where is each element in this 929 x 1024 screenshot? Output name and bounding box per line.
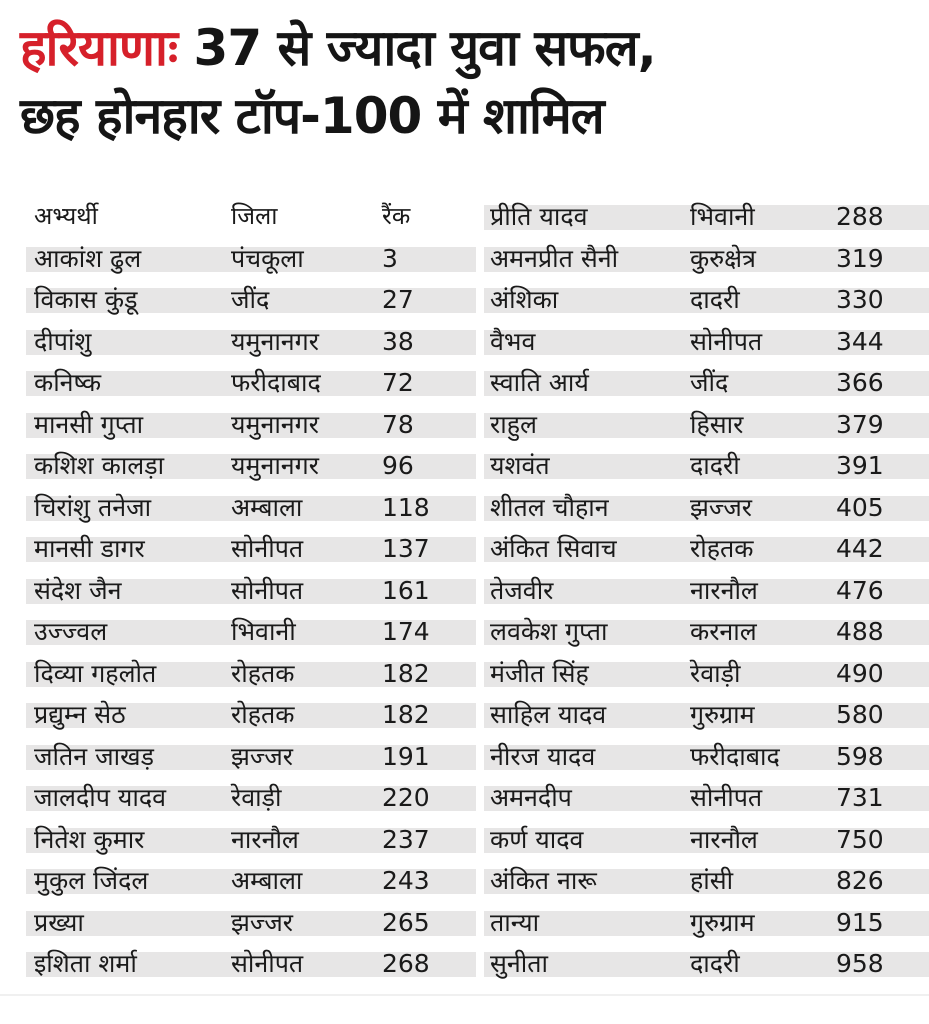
rank-value: 38 — [382, 326, 414, 356]
table-row — [26, 528, 476, 570]
district-name: फरीदाबाद — [690, 741, 780, 771]
headline-line-1-rest: 37 से ज्यादा युवा सफल, — [193, 19, 656, 77]
district-name: अम्बाला — [231, 866, 303, 895]
table-row — [484, 943, 929, 985]
table-row — [26, 611, 476, 653]
table-row — [484, 196, 929, 238]
candidate-name: प्रीति यादव — [490, 202, 588, 231]
district-name: करनाल — [690, 617, 757, 646]
rank-value: 27 — [382, 285, 414, 314]
candidate-name: संदेश जैन — [34, 575, 122, 605]
district-name: नारनौल — [690, 824, 758, 854]
district-name: झज्जर — [231, 741, 293, 771]
table-row — [26, 279, 476, 321]
candidate-name: अंकित सिवाच — [490, 534, 617, 563]
district-name: सोनीपत — [690, 326, 763, 356]
table-row — [26, 819, 476, 861]
table-row — [484, 902, 929, 944]
rank-value: 958 — [836, 949, 884, 978]
rank-value: 268 — [382, 949, 430, 978]
candidate-name: मानसी डागर — [34, 534, 145, 563]
table-row — [26, 653, 476, 695]
candidate-name: जतिन जाखड़ — [34, 741, 154, 771]
table-row — [484, 528, 929, 570]
rank-value: 265 — [382, 907, 430, 937]
candidate-name: कनिष्क — [34, 368, 102, 397]
candidate-name: लवकेश गुप्ता — [490, 617, 608, 646]
table-row — [484, 819, 929, 861]
rank-value: 915 — [836, 907, 884, 937]
rank-value: 118 — [382, 492, 430, 522]
header-candidate: अभ्यर्थी — [34, 202, 98, 230]
table-row — [484, 445, 929, 487]
headline-line-1 — [20, 14, 920, 82]
rank-value: 319 — [836, 243, 884, 273]
table-row — [26, 362, 476, 404]
candidate-name: कशिश कालड़ा — [34, 451, 165, 480]
table-row — [484, 238, 929, 280]
district-name: रेवाड़ी — [690, 658, 741, 688]
rank-value: 96 — [382, 451, 414, 480]
rank-value: 220 — [382, 783, 430, 812]
district-name: गुरुग्राम — [690, 700, 755, 729]
candidate-name: सुनीता — [490, 949, 548, 978]
table-row — [484, 570, 929, 612]
candidate-name: अमनप्रीत सैनी — [490, 243, 619, 273]
rank-value: 243 — [382, 866, 430, 895]
district-name: दादरी — [690, 451, 740, 480]
district-name: सोनीपत — [231, 575, 304, 605]
table-row — [26, 570, 476, 612]
candidate-name: दिव्या गहलोत — [34, 658, 157, 688]
rank-value: 750 — [836, 824, 884, 854]
rank-value: 237 — [382, 824, 430, 854]
candidate-name: चिरांशु तनेजा — [34, 492, 152, 522]
table-row — [26, 777, 476, 819]
district-name: यमुनानगर — [231, 409, 319, 439]
district-name: यमुनानगर — [231, 326, 319, 356]
district-name: रोहतक — [231, 700, 295, 729]
district-name: हांसी — [690, 866, 734, 895]
candidate-name: वैभव — [490, 326, 536, 356]
district-name: यमुनानगर — [231, 451, 319, 480]
candidate-name: मंजीत सिंह — [490, 658, 589, 688]
candidate-name: विकास कुंडू — [34, 285, 138, 314]
rank-value: 161 — [382, 575, 430, 605]
candidate-name: दीपांशु — [34, 326, 92, 356]
candidate-name: साहिल यादव — [490, 700, 607, 729]
rank-value: 405 — [836, 492, 884, 522]
candidate-name: नितेश कुमार — [34, 824, 145, 854]
candidate-name: आकांश ढुल — [34, 243, 142, 273]
district-name: गुरुग्राम — [690, 907, 755, 937]
rank-value: 78 — [382, 409, 414, 439]
table-row — [484, 362, 929, 404]
table-row — [484, 279, 929, 321]
rank-value: 826 — [836, 866, 884, 895]
district-name: फरीदाबाद — [231, 368, 321, 397]
district-name: झज्जर — [231, 907, 293, 937]
district-name: नारनौल — [690, 575, 758, 605]
headline-state-name: हरियाणा — [20, 19, 178, 77]
bottom-divider — [0, 994, 929, 996]
district-name: कुरुक्षेत्र — [690, 243, 756, 273]
candidate-name: शीतल चौहान — [490, 492, 609, 522]
rank-value: 366 — [836, 368, 884, 397]
table-row — [484, 860, 929, 902]
table-row — [484, 404, 929, 446]
candidate-name: उज्ज्वल — [34, 617, 108, 646]
district-name: हिसार — [690, 409, 744, 439]
rank-value: 379 — [836, 409, 884, 439]
table-row — [484, 653, 929, 695]
table-row — [26, 404, 476, 446]
candidate-name: यशवंत — [490, 451, 550, 480]
table-row — [26, 321, 476, 363]
table-header-row — [26, 196, 476, 238]
rank-value: 3 — [382, 243, 398, 273]
district-name: सोनीपत — [231, 949, 304, 978]
district-name: पंचकूला — [231, 243, 304, 273]
rank-value: 731 — [836, 783, 884, 812]
results-table-right — [484, 196, 929, 985]
results-table-left — [26, 196, 476, 985]
rank-value: 72 — [382, 368, 414, 397]
district-name: अम्बाला — [231, 492, 303, 522]
rank-value: 490 — [836, 658, 884, 688]
table-row — [484, 321, 929, 363]
rank-value: 182 — [382, 700, 430, 729]
table-row — [484, 611, 929, 653]
header-district: जिला — [231, 202, 278, 230]
candidate-name: जालदीप यादव — [34, 783, 167, 812]
district-name: रोहतक — [231, 658, 295, 688]
table-row — [26, 736, 476, 778]
candidate-name: अंशिका — [490, 285, 559, 314]
rank-value: 598 — [836, 741, 884, 771]
rank-value: 330 — [836, 285, 884, 314]
candidate-name: प्रद्युम्न सेठ — [34, 700, 126, 729]
rank-value: 580 — [836, 700, 884, 729]
district-name: रेवाड़ी — [231, 783, 282, 812]
candidate-name: राहुल — [490, 409, 537, 439]
rank-value: 182 — [382, 658, 430, 688]
district-name: भिवानी — [231, 617, 296, 646]
table-row — [484, 777, 929, 819]
rank-value: 488 — [836, 617, 884, 646]
district-name: झज्जर — [690, 492, 752, 522]
table-row — [484, 487, 929, 529]
district-name: दादरी — [690, 949, 740, 978]
district-name: सोनीपत — [690, 783, 763, 812]
candidate-name: तान्या — [490, 907, 540, 937]
headline — [20, 14, 920, 150]
table-row — [26, 694, 476, 736]
candidate-name: मुकुल जिंदल — [34, 866, 149, 895]
district-name: भिवानी — [690, 202, 755, 231]
rank-value: 442 — [836, 534, 884, 563]
headline-line-2: छह होनहार टॉप-100 में शामिल — [20, 87, 604, 145]
rank-value: 137 — [382, 534, 430, 563]
table-row — [26, 860, 476, 902]
rank-value: 288 — [836, 202, 884, 231]
rank-value: 191 — [382, 741, 430, 771]
candidate-name: अंकित नारू — [490, 866, 597, 895]
district-name: जींद — [231, 285, 270, 314]
candidate-name: कर्ण यादव — [490, 824, 584, 854]
candidate-name: मानसी गुप्ता — [34, 409, 144, 439]
district-name: दादरी — [690, 285, 740, 314]
table-row — [484, 694, 929, 736]
candidate-name: प्रख्या — [34, 907, 84, 937]
rank-value: 344 — [836, 326, 884, 356]
rank-value: 476 — [836, 575, 884, 605]
candidate-name: अमनदीप — [490, 783, 572, 812]
district-name: सोनीपत — [231, 534, 304, 563]
table-row — [26, 902, 476, 944]
table-row — [26, 445, 476, 487]
rank-value: 391 — [836, 451, 884, 480]
table-row — [26, 943, 476, 985]
candidate-name: इशिता शर्मा — [34, 949, 137, 978]
district-name: नारनौल — [231, 824, 299, 854]
table-row — [484, 736, 929, 778]
district-name: जींद — [690, 368, 729, 397]
candidate-name: तेजवीर — [490, 575, 554, 605]
table-row — [26, 238, 476, 280]
rank-value: 174 — [382, 617, 430, 646]
table-row — [26, 487, 476, 529]
district-name: रोहतक — [690, 534, 754, 563]
candidate-name: स्वाति आर्य — [490, 368, 589, 397]
candidate-name: नीरज यादव — [490, 741, 596, 771]
header-rank: रैंक — [382, 202, 411, 230]
